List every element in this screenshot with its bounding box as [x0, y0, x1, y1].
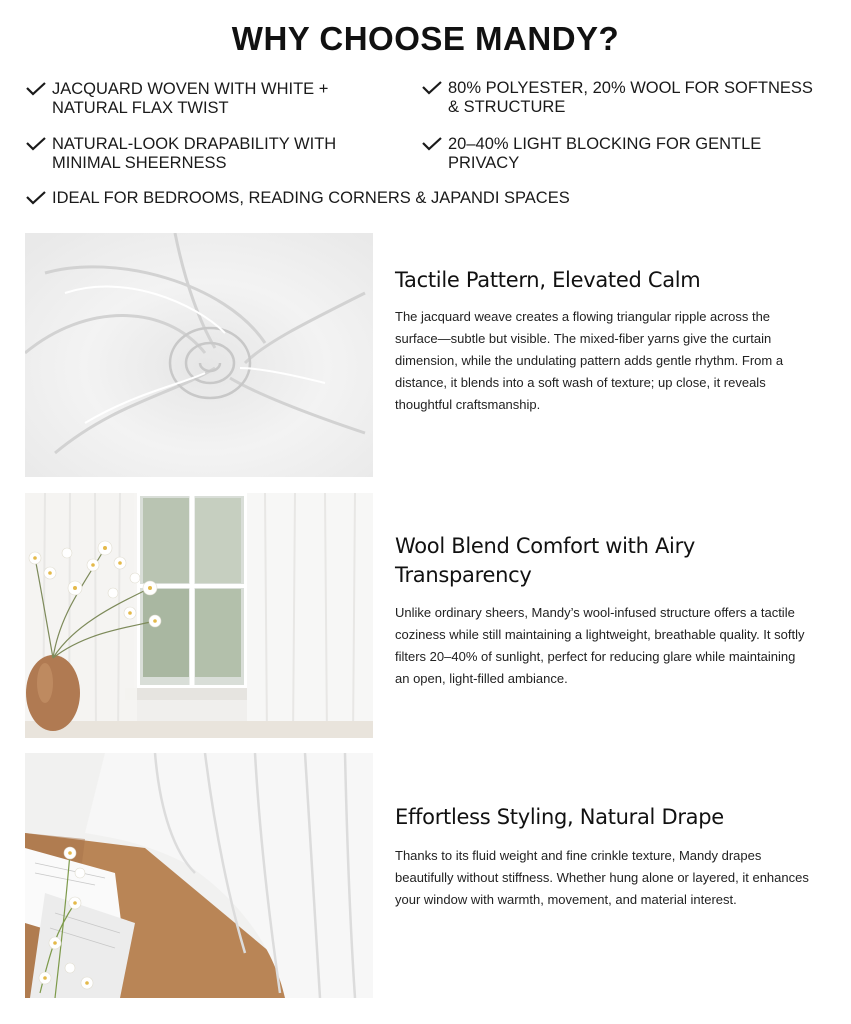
- checkmark-icon: [421, 80, 443, 96]
- checkmark-icon: [421, 136, 443, 152]
- checkmark-icon: [25, 136, 47, 152]
- curtain-drape-photo: [25, 753, 373, 998]
- window-curtain-image: [25, 493, 373, 738]
- section-body: Unlike ordinary sheers, Mandy’s wool-infused structure offers a tactile coziness while still maintaining a lightweight, breathable quality. It softly filters 20–40% of sunlight, perfect for reducing glare while maintaining an open, light-filled ambiance.: [395, 605, 805, 686]
- feature-item: [25, 135, 405, 173]
- feature-text: IDEAL FOR BEDROOMS, READING CORNERS & JAPANDI SPACES: [52, 189, 570, 207]
- feature-text: 20–40% LIGHT BLOCKING FOR GENTLE PRIVACY: [448, 135, 762, 172]
- checkmark-icon: [25, 190, 47, 206]
- feature-item: [25, 80, 355, 118]
- checkmark-icon: [25, 81, 47, 97]
- section-body: The jacquard weave creates a flowing triangular ripple across the surface—subtle but visible. The mixed-fiber yarns give the curtain dimension, while the undulating pattern adds gentle rhythm. From a distance, it blends into a soft wash of texture; up close, it reveals thoughtful craftsmanship.: [395, 309, 784, 412]
- section-body: Thanks to its fluid weight and fine crinkle texture, Mandy drapes beautifully without stiffness. Whether hung alone or layered, it enhances your window with warmth, movement, and material interest.: [395, 848, 809, 907]
- section-heading: Tactile Pattern, Elevated Calm: [395, 268, 701, 292]
- section-heading: Effortless Styling, Natural Drape: [395, 805, 724, 829]
- curtain-drape-image: [25, 753, 373, 998]
- feature-item: [421, 79, 826, 117]
- section-heading: Wool Blend Comfort with Airy Transparency: [395, 534, 696, 587]
- feature-text: 80% POLYESTER, 20% WOOL FOR SOFTNESS & STRUCTURE: [448, 79, 813, 116]
- feature-text: JACQUARD WOVEN WITH WHITE + NATURAL FLAX TWIST: [52, 80, 329, 117]
- fabric-swirl-photo: [25, 233, 373, 477]
- feature-item: [25, 189, 585, 208]
- feature-text: NATURAL-LOOK DRAPABILITY WITH MINIMAL SHEERNESS: [52, 135, 337, 172]
- sheer-curtain-window-photo: [25, 493, 373, 738]
- fabric-swirl-image: [25, 233, 373, 477]
- page-title: WHY CHOOSE MANDY?: [231, 20, 620, 57]
- feature-item: [421, 135, 831, 173]
